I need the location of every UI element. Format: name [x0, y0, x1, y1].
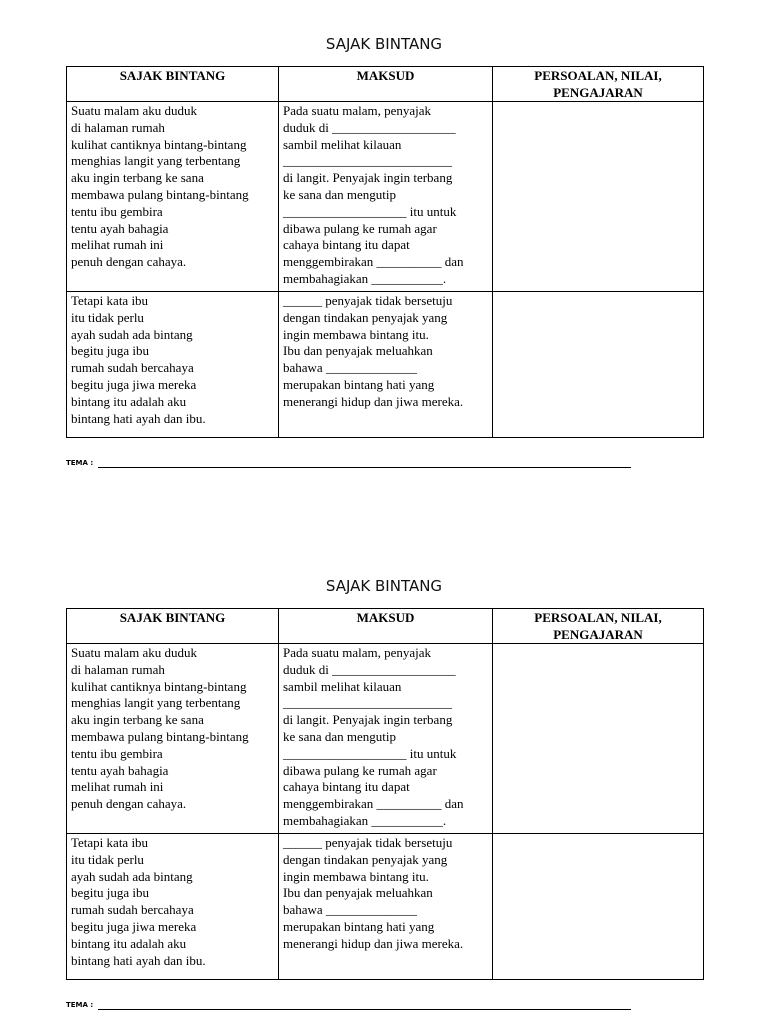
- table-row: [67, 102, 704, 292]
- tema-answer-line[interactable]: [98, 467, 631, 468]
- header-row: [67, 67, 704, 102]
- worksheet-table: [66, 66, 704, 438]
- tema-label: TEMA :: [66, 459, 94, 467]
- meaning-cell-2[interactable]: ______ penyajak tidak bersetuju dengan tindakan penyajak yang ingin membawa bintang itu. Ibu dan penyajak meluahkan bahawa ______________ merupakan bintang hati yang menerangi hidup dan jiwa mereka.: [279, 834, 493, 980]
- table-row: [67, 644, 704, 834]
- worksheet-table: [66, 608, 704, 980]
- header-poem: SAJAK BINTANG: [67, 609, 279, 644]
- notes-cell-1[interactable]: [493, 644, 704, 834]
- poem-stanza-1: Suatu malam aku duduk di halaman rumah kulihat cantiknya bintang-bintang menghias langit yang terbentang aku ingin terbang ke sana membawa pulang bintang-bintang tentu ibu gembira tentu ayah bahagia melihat rumah ini penuh dengan cahaya.: [67, 644, 279, 834]
- meaning-cell-1[interactable]: Pada suatu malam, penyajak duduk di ___________________ sambil melihat kilauan __________________________ di langit. Penyajak ingin terbang ke sana dan mengutip ___________________ itu untuk dibawa pulang ke rumah agar cahaya bintang itu dapat menggembirakan __________ dan membahagiakan ___________.: [279, 644, 493, 834]
- notes-cell-1[interactable]: [493, 102, 704, 292]
- header-meaning: MAKSUD: [279, 67, 493, 102]
- meaning-cell-2[interactable]: ______ penyajak tidak bersetuju dengan tindakan penyajak yang ingin membawa bintang itu. Ibu dan penyajak meluahkan bahawa ______________ merupakan bintang hati yang menerangi hidup dan jiwa mereka.: [279, 292, 493, 438]
- meaning-cell-1[interactable]: Pada suatu malam, penyajak duduk di ___________________ sambil melihat kilauan __________________________ di langit. Penyajak ingin terbang ke sana dan mengutip ___________________ itu untuk dibawa pulang ke rumah agar cahaya bintang itu dapat menggembirakan __________ dan membahagiakan ___________.: [279, 102, 493, 292]
- header-row: [67, 609, 704, 644]
- header-notes: PERSOALAN, NILAI, PENGAJARAN: [493, 609, 704, 644]
- notes-cell-2[interactable]: [493, 834, 704, 980]
- notes-cell-2[interactable]: [493, 292, 704, 438]
- worksheet-title: SAJAK BINTANG: [325, 35, 443, 53]
- table-row: [67, 834, 704, 980]
- header-poem: SAJAK BINTANG: [67, 67, 279, 102]
- tema-label: TEMA :: [66, 1001, 94, 1009]
- worksheet-title: SAJAK BINTANG: [325, 577, 443, 595]
- tema-answer-line[interactable]: [98, 1009, 631, 1010]
- poem-stanza-2: Tetapi kata ibu itu tidak perlu ayah sudah ada bintang begitu juga ibu rumah sudah bercahaya begitu juga jiwa mereka bintang itu adalah aku bintang hati ayah dan ibu.: [67, 292, 279, 438]
- header-notes: PERSOALAN, NILAI, PENGAJARAN: [493, 67, 704, 102]
- header-meaning: MAKSUD: [279, 609, 493, 644]
- table-row: [67, 292, 704, 438]
- poem-stanza-2: Tetapi kata ibu itu tidak perlu ayah sudah ada bintang begitu juga ibu rumah sudah bercahaya begitu juga jiwa mereka bintang itu adalah aku bintang hati ayah dan ibu.: [67, 834, 279, 980]
- poem-stanza-1: Suatu malam aku duduk di halaman rumah kulihat cantiknya bintang-bintang menghias langit yang terbentang aku ingin terbang ke sana membawa pulang bintang-bintang tentu ibu gembira tentu ayah bahagia melihat rumah ini penuh dengan cahaya.: [67, 102, 279, 292]
